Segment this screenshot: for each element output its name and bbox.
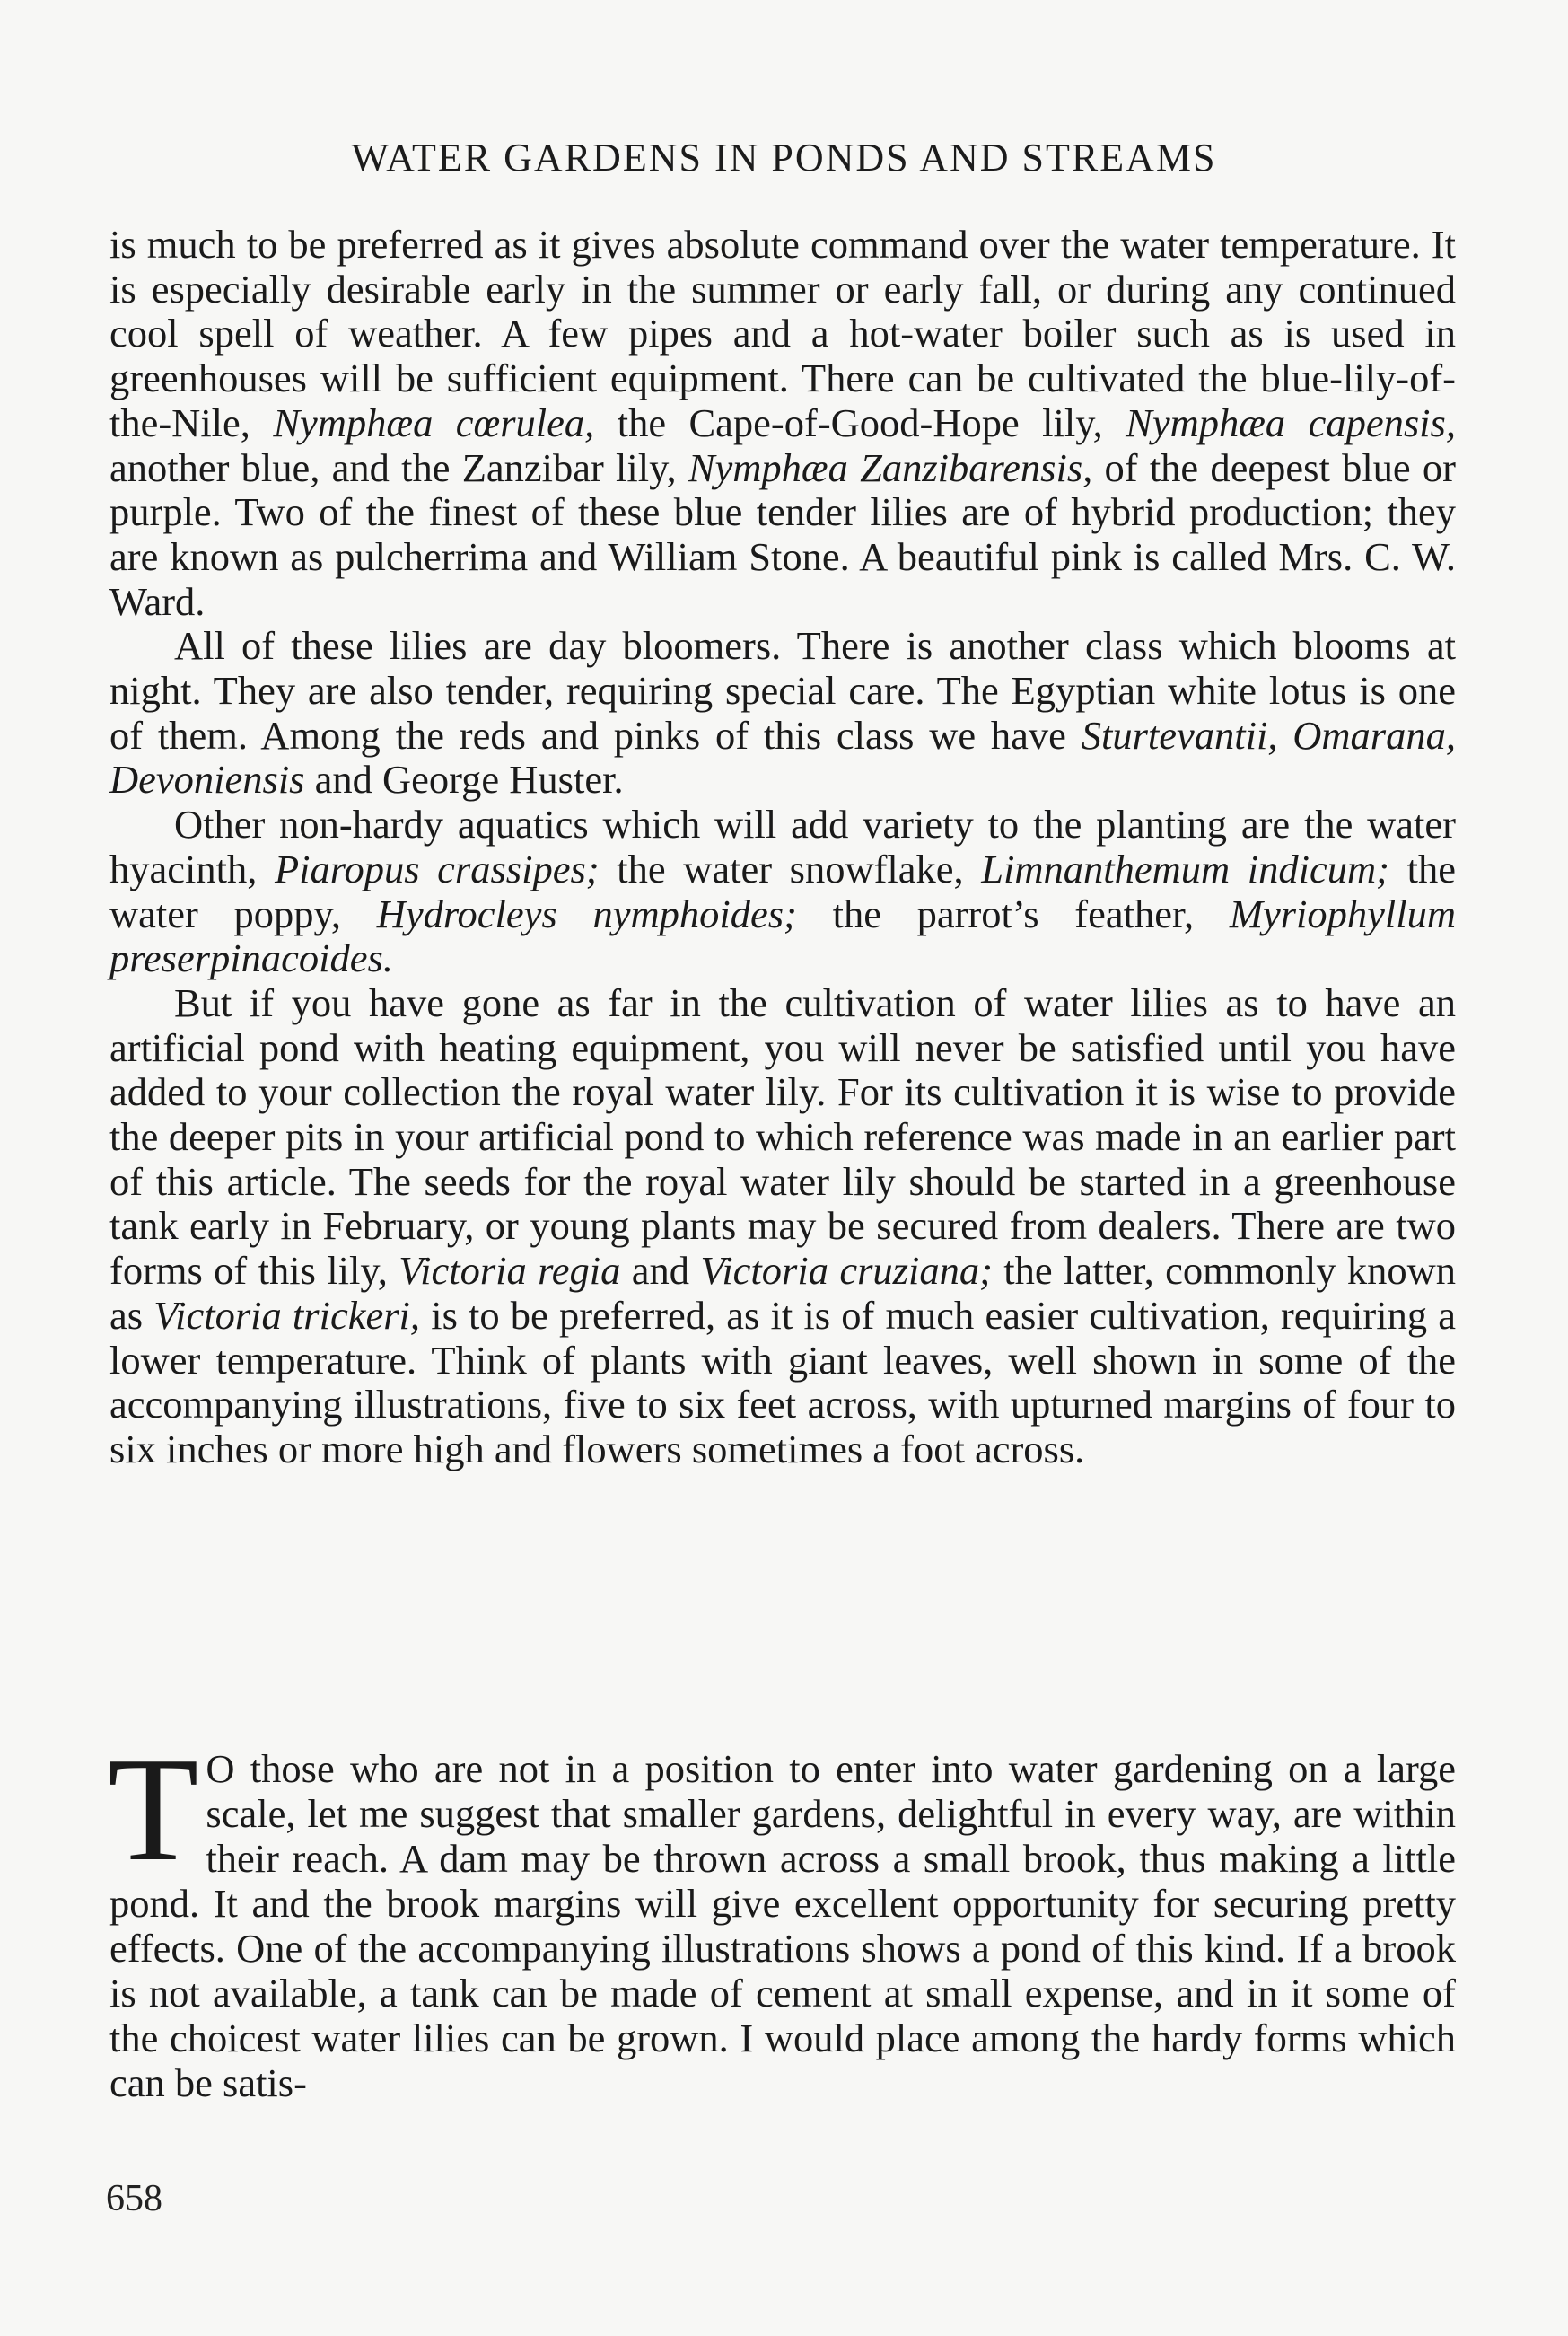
italic-text: Limnanthemum indicum;	[981, 846, 1389, 891]
paragraph-3	[109, 803, 1456, 981]
section-paragraph	[108, 1726, 1456, 2105]
paragraph-2	[109, 624, 1456, 803]
text-run: another blue, and the Zanzibar lily,	[109, 444, 688, 490]
text-run: the parrot’s feather,	[796, 891, 1230, 936]
text-run: is much to be preferred as it gives absolute command over the water temperature. It is especially desirable early in the summer or early fall, or during any continued cool spell of weather. A few pipes and a hot-water boiler such as is used in greenhouses will be sufficient equipment. There can be cultivated the blue-lily-of-the-Nile,	[109, 222, 1456, 445]
italic-text: Myriophyllum preserpinacoides.	[109, 891, 1456, 981]
page-number: 658	[106, 2178, 162, 2219]
italic-text: Nymphæa cœrulea,	[273, 400, 595, 445]
body-text	[109, 223, 1456, 1472]
italic-text: Hydrocleys nymphoides;	[376, 891, 797, 936]
italic-text: Nymphæa capensis,	[1126, 400, 1456, 445]
italic-text: Piaropus crassipes;	[274, 846, 600, 891]
text-run: the water snowflake,	[599, 846, 982, 891]
text-run: All of these lilies are day bloomers. There is another class which blooms at night. They are also tender, requiring special care. The Egyptian white lotus is one of them. Among the reds and pinks of this class we have	[109, 623, 1456, 758]
italic-text: Victoria cruziana;	[700, 1248, 993, 1294]
italic-text: Victoria trickeri,	[153, 1292, 421, 1338]
paragraph-4	[109, 981, 1456, 1472]
text-run: and George Huster.	[304, 757, 624, 803]
italic-text: Nymphæa Zanzibarensis,	[688, 444, 1093, 490]
running-head: WATER GARDENS IN PONDS AND STREAMS	[351, 136, 1217, 180]
text-run: But if you have gone as far in the cultivation of water lilies as to have an artificial pond with heating equipment, you will never be satisfied until you have added to your collection the royal water lily. For its cultivation it is wise to provide the deeper pits in your artificial pond to which reference was made in an earlier part of this article. The seeds for the royal water lily should be started in a greenhouse tank early in February, or young plants may be secured from dealers. There are two forms of this lily,	[109, 979, 1456, 1294]
text-run: is to be preferred, as it is of much easier cultivation, requiring a lower temperature. Think of plants with giant leaves, well shown in some of the accompanying illustrations, five to six feet across, with upturned margins of four to six inches or more high and flowers sometimes a foot across.	[109, 1292, 1456, 1471]
paragraph-1	[109, 223, 1456, 624]
section-text: O those who are not in a position to enter into water gardening on a large scale, let me suggest that smaller gardens, delightful in every way, are within their reach. A dam may be thrown across a small brook, thus making a little pond. It and the brook margins will give excellent opportunity for securing pretty effects. One of the accompanying illustrations shows a pond of this kind. If a brook is not available, a tank can be made of cement at small expense, and in it some of the choicest water lilies can be grown. I would place among the hardy forms which can be satis-	[109, 1746, 1456, 2105]
drop-cap: T	[108, 1726, 199, 1892]
italic-text: Sturtevantii, Omarana, Devoniensis	[109, 712, 1456, 803]
text-run: Other non-hardy aquatics which will add variety to the planting are the water hyacinth,	[109, 802, 1456, 891]
text-run: the latter, commonly known as	[109, 1248, 1456, 1338]
text-run: and	[620, 1248, 701, 1294]
text-run: of the deepest blue or purple. Two of the finest of these blue tender lilies are of hybrid production; they are known as pulcherrima and William Stone. A beautiful pink is called Mrs. C. W. Ward.	[109, 444, 1456, 624]
text-run: the Cape-of-Good-Hope lily,	[594, 400, 1126, 445]
italic-text: Victoria regia	[399, 1248, 621, 1294]
text-run: the water poppy,	[109, 846, 1456, 936]
new-section	[108, 1726, 1456, 2105]
